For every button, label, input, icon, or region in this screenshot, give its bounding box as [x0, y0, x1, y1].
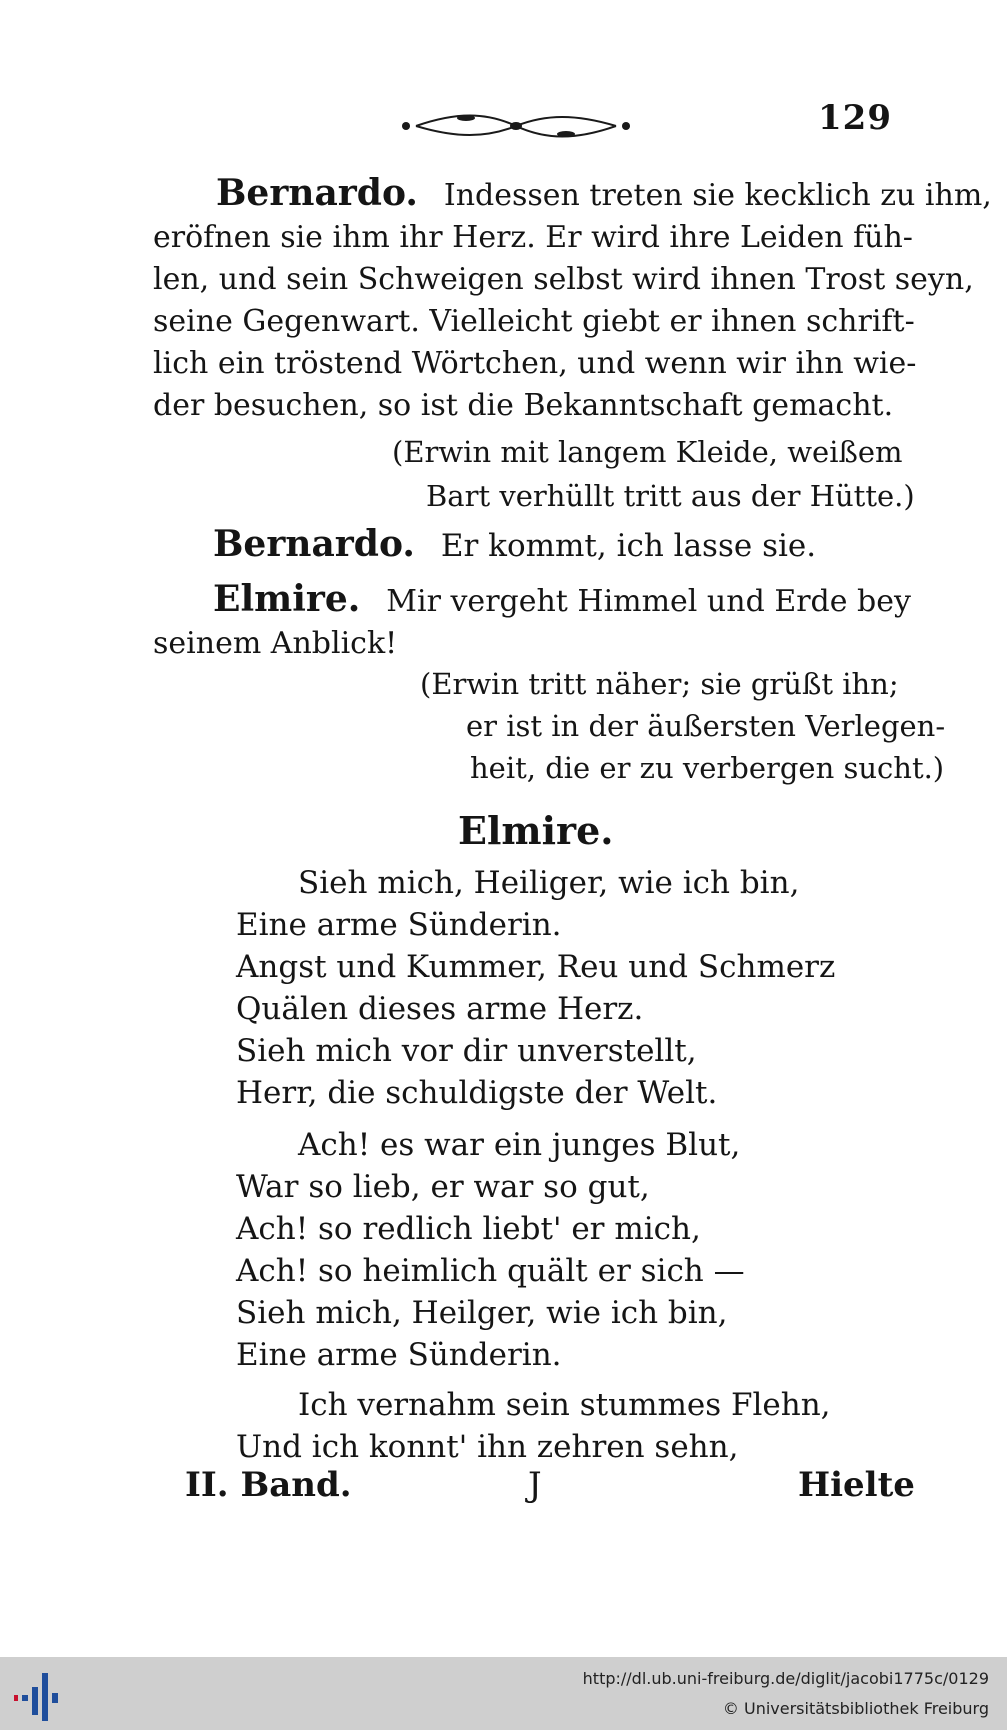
verse-line: Herr, die schuldigste der Welt.: [236, 1075, 718, 1111]
stage-direction: (Erwin mit langem Kleide, weißem: [392, 435, 903, 469]
verse-line: Ach! es war ein junges Blut,: [298, 1127, 741, 1163]
verse-line: Ach! so redlich liebt' er mich,: [236, 1211, 701, 1247]
verse-line: Eine arme Sünderin.: [236, 907, 562, 943]
verse-line: Sieh mich, Heiliger, wie ich bin,: [298, 865, 800, 901]
viewer-footer-bar: [0, 1657, 1007, 1730]
stage-direction: Bart verhüllt tritt aus der Hütte.): [426, 479, 915, 513]
verse-line: Quälen dieses arme Herz.: [236, 991, 644, 1027]
speaker-name: Bernardo.: [213, 523, 415, 565]
speaker-name: Elmire.: [213, 578, 361, 620]
library-logo-svg: [14, 1673, 68, 1721]
verse-line: Und ich konnt' ihn zehren sehn,: [236, 1429, 739, 1465]
elmire-speech: [153, 578, 911, 665]
page-number: 129: [818, 98, 892, 138]
song-heading: Elmire.: [458, 808, 614, 853]
speaker-name: Bernardo.: [216, 172, 418, 214]
catchword: Hielte: [798, 1465, 915, 1505]
copyright-notice: © Universitätsbibliothek Freiburg: [722, 1699, 989, 1718]
speech-line: der besuchen, so ist die Bekanntschaft gemacht.: [153, 388, 894, 423]
speech-line: Indessen treten sie kecklich zu ihm,: [443, 178, 992, 213]
library-logo-icon: [14, 1673, 68, 1721]
verse-line: Ach! so heimlich quält er sich —: [236, 1253, 745, 1289]
verse-line: Ich vernahm sein stummes Flehn,: [298, 1387, 831, 1423]
stage-direction: heit, die er zu verbergen sucht.): [470, 751, 945, 785]
permalink-url[interactable]: http://dl.ub.uni-freiburg.de/diglit/jacobi1775c/0129: [582, 1669, 989, 1688]
speech-line: len, und sein Schweigen selbst wird ihnen Trost seyn,: [153, 262, 974, 297]
verse-line: Eine arme Sünderin.: [236, 1337, 562, 1373]
stage-direction: (Erwin tritt näher; sie grüßt ihn;: [420, 667, 899, 701]
vine-ornament-icon: [396, 108, 636, 144]
bernardo-speech: [153, 172, 992, 427]
verse-line: Angst und Kummer, Reu und Schmerz: [236, 949, 836, 985]
speech-line: seinem Anblick!: [153, 626, 398, 661]
speech-line: seine Gegenwart. Vielleicht giebt er ihnen schrift-: [153, 304, 915, 339]
speech-line: lich ein tröstend Wörtchen, und wenn wir ihn wie-: [153, 346, 917, 381]
verse-line: Sieh mich vor dir unverstellt,: [236, 1033, 697, 1069]
speech-line: Er kommt, ich lasse sie.: [440, 528, 817, 564]
stage-direction: er ist in der äußersten Verlegen-: [466, 709, 946, 743]
verse-line: War so lieb, er war so gut,: [236, 1169, 650, 1205]
header-ornament: [396, 108, 636, 144]
gathering-mark: J: [528, 1465, 542, 1505]
speech-line: Mir vergeht Himmel und Erde bey: [386, 584, 911, 619]
verse-line: Sieh mich, Heilger, wie ich bin,: [236, 1295, 728, 1331]
signature-mark: II. Band.: [185, 1465, 352, 1505]
speech-line: eröfnen sie ihm ihr Herz. Er wird ihre Leiden füh-: [153, 220, 913, 255]
bernardo-line: [213, 522, 816, 568]
